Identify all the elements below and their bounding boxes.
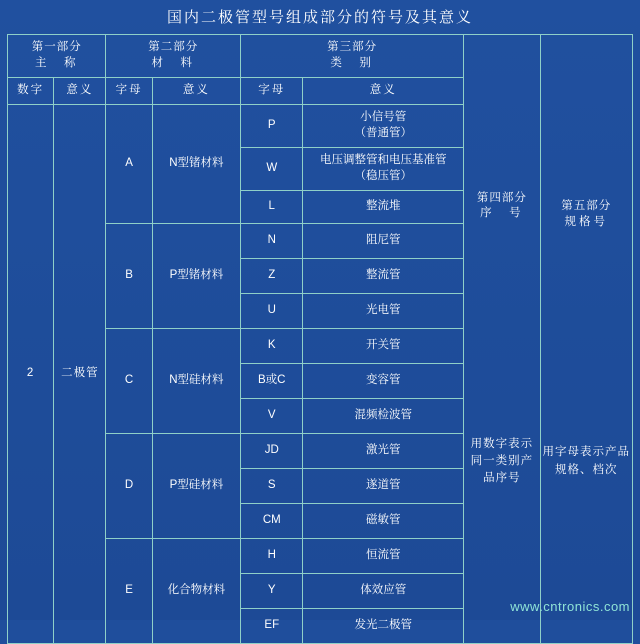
type-letter: S xyxy=(241,469,303,504)
type-letter: L xyxy=(241,191,303,224)
header-part4: 第四部分 序 号 用数字表示同一类别产品序号 xyxy=(464,35,540,644)
material-meaning: P型硅材料 xyxy=(152,434,240,539)
part4-text: 用数字表示同一类别产品序号 xyxy=(470,437,534,485)
type-letter: K xyxy=(241,329,303,364)
type-letter: W xyxy=(241,148,303,191)
part1-digit: 2 xyxy=(8,105,54,644)
watermark: www.cntronics.com xyxy=(510,599,630,614)
spec-table xyxy=(7,34,633,644)
type-meaning: 整流管 xyxy=(303,259,464,294)
type-meaning: 光电管 xyxy=(303,294,464,329)
type-letter: Y xyxy=(241,574,303,609)
type-meaning: 整流堆 xyxy=(303,191,464,224)
part1-meaning: 二极管 xyxy=(54,105,106,644)
type-meaning: 体效应管 xyxy=(303,574,464,609)
type-letter: Z xyxy=(241,259,303,294)
material-meaning: P型锗材料 xyxy=(152,224,240,329)
type-meaning: 混频检波管 xyxy=(303,399,464,434)
subheader-letter2: 字母 xyxy=(106,78,152,105)
type-meaning: 开关管 xyxy=(303,329,464,364)
type-letter: B或C xyxy=(241,364,303,399)
subheader-meaning1: 意义 xyxy=(54,78,106,105)
type-letter: V xyxy=(241,399,303,434)
material-letter: B xyxy=(106,224,152,329)
subheader-meaning3: 意义 xyxy=(303,78,464,105)
subheader-letter3: 字母 xyxy=(241,78,303,105)
type-meaning: 遂道管 xyxy=(303,469,464,504)
type-meaning: 电压调整管和电压基准管 （稳压管） xyxy=(303,148,464,191)
type-letter: JD xyxy=(241,434,303,469)
subheader-digit: 数字 xyxy=(8,78,54,105)
header-part1: 第一部分 主 称 xyxy=(8,35,106,78)
table-header-row xyxy=(8,35,633,78)
type-letter: CM xyxy=(241,504,303,539)
part5-text: 用字母表示产品规格、档次 xyxy=(542,446,631,476)
type-letter: U xyxy=(241,294,303,329)
subheader-meaning2: 意义 xyxy=(152,78,240,105)
type-meaning: 磁敏管 xyxy=(303,504,464,539)
material-meaning: N型硅材料 xyxy=(152,329,240,434)
type-meaning: 变容管 xyxy=(303,364,464,399)
type-meaning: 恒流管 xyxy=(303,539,464,574)
type-meaning: 激光管 xyxy=(303,434,464,469)
type-meaning: 小信号管 （普通管） xyxy=(303,105,464,148)
type-letter: P xyxy=(241,105,303,148)
material-letter: D xyxy=(106,434,152,539)
material-letter: E xyxy=(106,539,152,644)
type-letter: N xyxy=(241,224,303,259)
type-meaning: 发光二极管 xyxy=(303,609,464,644)
page-title: 国内二极管型号组成部分的符号及其意义 xyxy=(166,9,473,26)
header-part2: 第二部分 材 料 xyxy=(106,35,241,78)
material-letter: A xyxy=(106,105,152,224)
type-letter: H xyxy=(241,539,303,574)
material-meaning: N型锗材料 xyxy=(152,105,240,224)
type-letter: EF xyxy=(241,609,303,644)
type-meaning: 阻尼管 xyxy=(303,224,464,259)
header-part3: 第三部分 类 别 xyxy=(241,35,464,78)
material-letter: C xyxy=(106,329,152,434)
header-part5: 第五部分 规格号 用字母表示产品规格、档次 xyxy=(540,35,632,644)
material-meaning: 化合物材料 xyxy=(152,539,240,644)
